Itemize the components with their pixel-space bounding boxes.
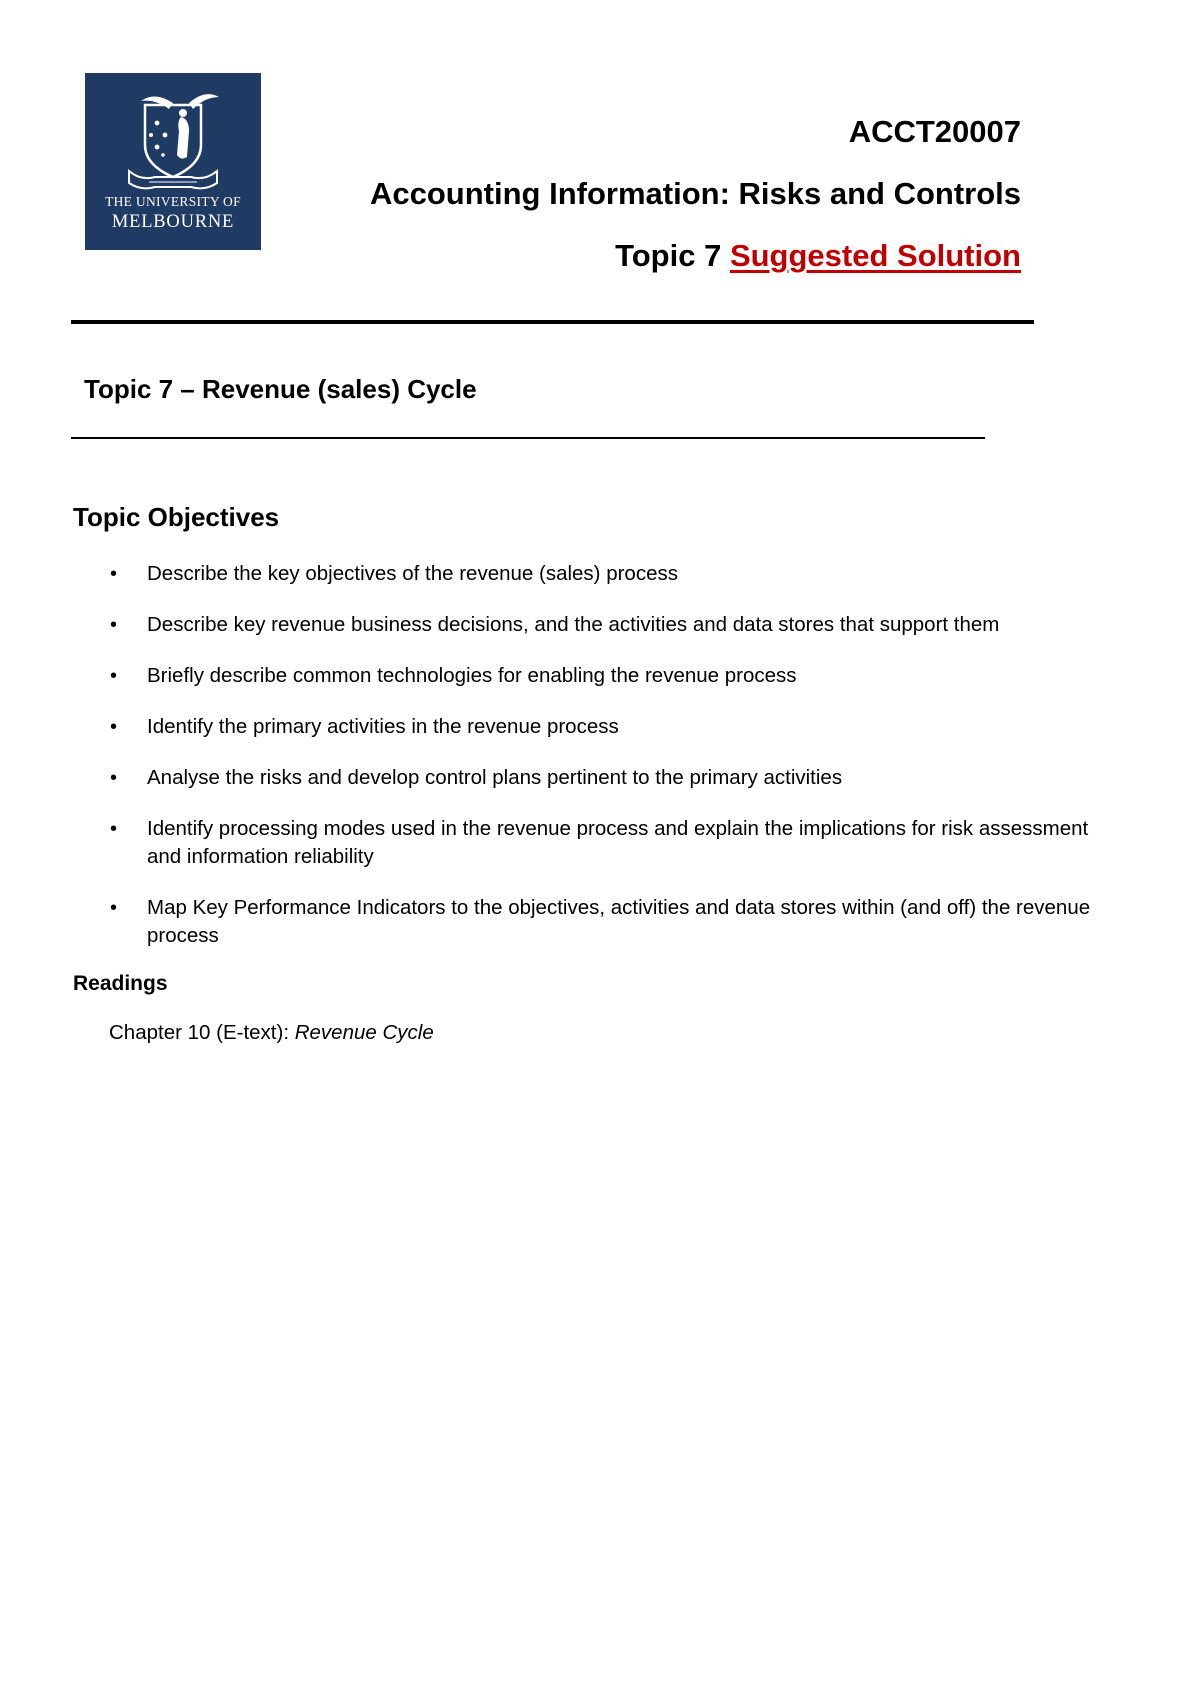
- header-divider: [71, 320, 1034, 324]
- bullet-icon: •: [110, 818, 118, 840]
- readings-heading: Readings: [73, 972, 168, 995]
- list-item: [73, 815, 1123, 871]
- topic-title: [615, 238, 1021, 274]
- reading-title: Revenue Cycle: [294, 1021, 434, 1044]
- list-item: [73, 764, 1123, 792]
- bullet-icon: •: [110, 897, 118, 919]
- bullet-icon: •: [110, 767, 118, 789]
- reading-item: [109, 1021, 434, 1045]
- bullet-icon: •: [110, 716, 118, 738]
- course-code: ACCT20007: [848, 114, 1021, 149]
- list-item: [73, 611, 1123, 639]
- objective-text: Describe the key objectives of the revenue (sales) process: [147, 562, 678, 585]
- list-item: [73, 560, 1123, 588]
- list-item: [73, 713, 1123, 741]
- objective-text: Describe key revenue business decisions, and the activities and data stores that support them: [147, 613, 1000, 636]
- logo-text-line2: MELBOURNE: [111, 212, 235, 232]
- section-divider: [71, 437, 985, 439]
- bullet-icon: •: [110, 563, 118, 585]
- reading-prefix: Chapter 10 (E-text):: [109, 1021, 295, 1044]
- university-logo: [85, 73, 261, 250]
- objective-text: Identify processing modes used in the revenue process and explain the implications for risk assessment and information reliability: [147, 817, 1089, 868]
- objectives-list: [73, 560, 1123, 973]
- objective-text: Analyse the risks and develop control plans pertinent to the primary activities: [147, 766, 843, 789]
- topic-number: Topic 7: [615, 238, 722, 273]
- suggested-solution-label: Suggested Solution: [729, 238, 1021, 273]
- objectives-heading: Topic Objectives: [73, 502, 280, 532]
- section-heading: Topic 7 – Revenue (sales) Cycle: [84, 374, 477, 404]
- objective-text: Briefly describe common technologies for enabling the revenue process: [147, 664, 797, 687]
- objective-text: Identify the primary activities in the revenue process: [147, 715, 619, 738]
- bullet-icon: •: [110, 665, 118, 687]
- course-title: Accounting Information: Risks and Controls: [369, 176, 1021, 211]
- objective-text: Map Key Performance Indicators to the objectives, activities and data stores within (and off) the revenue process: [147, 896, 1091, 947]
- list-item: [73, 662, 1123, 690]
- bullet-icon: •: [110, 614, 118, 636]
- logo-text-line1: THE UNIVERSITY OF: [105, 194, 241, 209]
- list-item: [73, 894, 1123, 950]
